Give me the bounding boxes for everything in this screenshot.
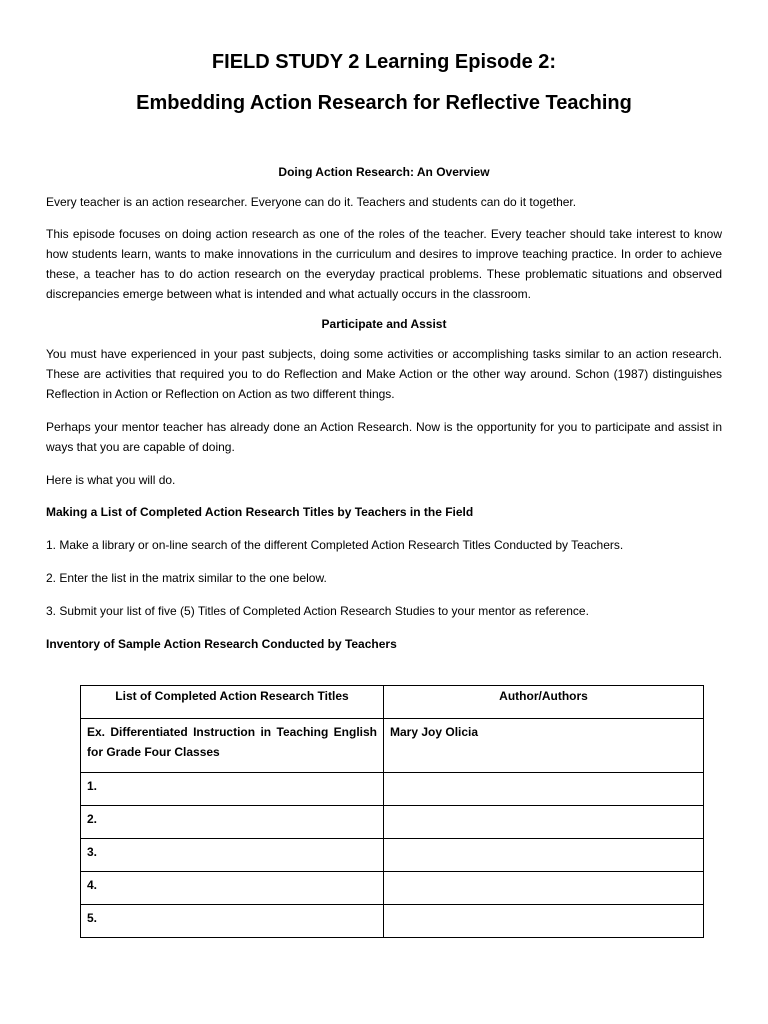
row-author-cell [384, 905, 704, 938]
table-row [81, 872, 704, 905]
table-row-example [81, 719, 704, 773]
paragraph-1: Every teacher is an action researcher. Everyone can do it. Teachers and students can do it together. [46, 195, 577, 209]
table-row [81, 839, 704, 872]
step-2: 2. Enter the list in the matrix similar to the one below. [46, 571, 327, 585]
document-title-line-1: FIELD STUDY 2 Learning Episode 2: [211, 51, 557, 73]
table-row [81, 806, 704, 839]
table-row [81, 773, 704, 806]
overview-heading: Doing Action Research: An Overview [278, 165, 490, 179]
row-number-cell: 5. [81, 905, 384, 938]
header-authors: Author/Authors [384, 686, 704, 719]
row-author-cell [384, 806, 704, 839]
row-number-cell: 3. [81, 839, 384, 872]
row-number-cell: 1. [81, 773, 384, 806]
paragraph-4: Perhaps your mentor teacher has already done an Action Research. Now is the opportunity for you to participate and assist in ways that you are capable of doing. [46, 420, 722, 454]
row-author-cell [384, 839, 704, 872]
participate-heading: Participate and Assist [321, 317, 447, 331]
row-author-cell [384, 872, 704, 905]
table-row [81, 905, 704, 938]
paragraph-5: Here is what you will do. [46, 473, 176, 487]
paragraph-3: You must have experienced in your past subjects, doing some activities or accomplishing tasks similar to an action research. These are activities that required you to do Reflection and Make Action or the other way around. Schon (1987) distinguishes Reflection in Action or Reflection on Action as two different things. [46, 347, 722, 401]
step-3: 3. Submit your list of five (5) Titles of Completed Action Research Studies to your mentor as reference. [46, 604, 589, 618]
action-research-matrix-table [80, 685, 704, 938]
row-author-cell [384, 773, 704, 806]
header-titles: List of Completed Action Research Titles [81, 686, 384, 719]
making-list-heading: Making a List of Completed Action Research Titles by Teachers in the Field [46, 505, 474, 519]
row-number-cell: 4. [81, 872, 384, 905]
example-title-cell: Ex. Differentiated Instruction in Teaching English for Grade Four Classes [81, 719, 384, 773]
table-header-row [81, 686, 704, 719]
step-1: 1. Make a library or on-line search of the different Completed Action Research Titles Conducted by Teachers. [46, 538, 624, 552]
row-number-cell: 2. [81, 806, 384, 839]
example-author-cell: Mary Joy Olicia [384, 719, 704, 773]
inventory-heading: Inventory of Sample Action Research Conducted by Teachers [46, 637, 397, 651]
document-title-line-2: Embedding Action Research for Reflective Teaching [136, 92, 632, 114]
paragraph-2: This episode focuses on doing action research as one of the roles of the teacher. Every teacher should take interest to know how students learn, wants to make innovations in the curriculum and desires to improve teaching practice. In order to achieve these, a teacher has to do action research on the everyday practical problems. These problematic situations and observed discrepancies emerge between what is intended and what actually occurs in the classroom. [46, 227, 722, 301]
